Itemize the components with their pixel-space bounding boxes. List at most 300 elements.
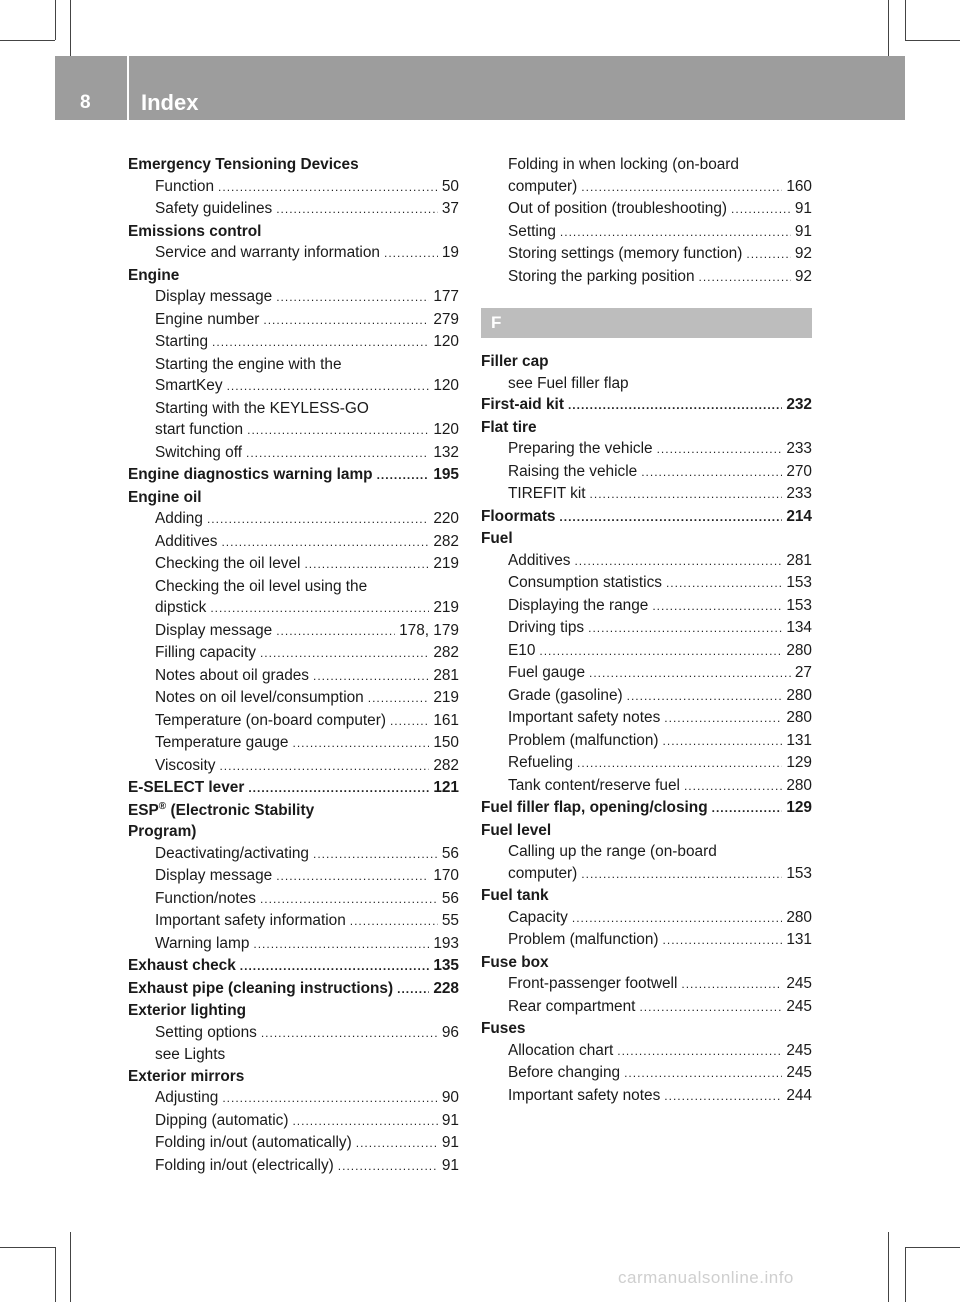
- dot-leader: [221, 532, 429, 554]
- entry-label: see Lights: [155, 1046, 226, 1063]
- entry-page-number: 19: [441, 244, 459, 261]
- entry-label: computer): [508, 864, 578, 882]
- index-entry: [481, 528, 812, 550]
- entry-page-number: 132: [433, 443, 459, 461]
- entry-label: Front-passenger footwell: [508, 975, 678, 992]
- entry-label: Checking the oil level: [155, 555, 301, 572]
- index-subentry: [128, 865, 459, 888]
- entry-label: Consumption statistics: [508, 574, 662, 591]
- dot-leader: [263, 310, 429, 332]
- dot-leader: [276, 287, 429, 309]
- index-subentry: [481, 929, 812, 952]
- index-subentry: [481, 907, 812, 930]
- index-subentry: [481, 973, 812, 996]
- entry-label: Warning lamp: [155, 934, 250, 952]
- entry-label: Exterior mirrors: [128, 1067, 245, 1085]
- entry-page-number: 270: [786, 462, 812, 480]
- entry-page-number: 37: [441, 200, 459, 217]
- entry-page-number: 56: [441, 844, 459, 862]
- index-subentry: [128, 309, 459, 332]
- entry-label: Emergency Tensioning Devices: [128, 156, 359, 173]
- dot-leader: [664, 708, 782, 730]
- entry-label: Starting with the KEYLESS-GO: [155, 399, 369, 417]
- crop-mark: [55, 0, 56, 40]
- entry-label: Driving tips: [508, 619, 585, 636]
- entry-label: Fuses: [481, 1020, 526, 1037]
- entry-label: Notes about oil grades: [155, 666, 310, 684]
- entry-label: Temperature gauge: [155, 734, 289, 751]
- entry-label: Floormats: [481, 507, 556, 525]
- entry-page-number: 219: [433, 689, 459, 706]
- entry-label: Adjusting: [155, 1089, 219, 1106]
- dot-leader: [240, 956, 430, 978]
- entry-label: dipstick: [155, 599, 207, 616]
- index-subentry: [481, 996, 812, 1019]
- entry-label: Refueling: [508, 754, 574, 771]
- dot-leader: [338, 1156, 438, 1178]
- entry-page-number: 245: [786, 975, 812, 992]
- dot-leader: [746, 244, 791, 266]
- index-subentry: [481, 243, 812, 266]
- entry-label: Flat tire: [481, 418, 537, 436]
- entry-page-number: 245: [786, 997, 812, 1015]
- entry-label: Fuel tank: [481, 887, 549, 904]
- index-subentry: [128, 331, 459, 354]
- index-subentry: [481, 662, 812, 685]
- dot-leader: [222, 1088, 438, 1110]
- entry-page-number: 233: [786, 440, 812, 457]
- index-subentry: [481, 863, 812, 886]
- index-subentry: [128, 531, 459, 554]
- entry-label: Engine: [128, 266, 180, 284]
- index-subentry: [481, 176, 812, 199]
- dot-leader: [276, 866, 429, 888]
- index-subentry: [481, 198, 812, 221]
- dot-leader: [568, 395, 782, 417]
- dot-leader: [247, 420, 429, 442]
- entry-label: Function: [155, 177, 215, 195]
- index-entry: [128, 955, 459, 978]
- dot-leader: [390, 711, 429, 733]
- index-subentry: [481, 483, 812, 506]
- entry-page-number: 121: [433, 779, 459, 796]
- dot-leader: [641, 462, 782, 484]
- entry-label: Setting: [508, 222, 556, 240]
- entry-label: Exhaust check: [128, 957, 236, 974]
- dot-leader: [589, 663, 791, 685]
- entry-page-number: 244: [786, 1086, 812, 1104]
- entry-label: Fuel: [481, 530, 513, 547]
- dot-leader: [246, 443, 429, 465]
- index-entry: [128, 777, 459, 800]
- index-subentry: [128, 933, 459, 956]
- index-subentry: [128, 1110, 459, 1133]
- dot-leader: [248, 778, 429, 800]
- index-entry: [128, 487, 459, 509]
- entry-label: Calling up the range (on-board: [508, 843, 717, 860]
- dot-leader: [212, 332, 429, 354]
- index-subentry: [128, 398, 459, 420]
- dot-leader: [699, 267, 791, 289]
- index-entry: [481, 952, 812, 974]
- dot-leader: [219, 756, 429, 778]
- entry-label: Function/notes: [155, 889, 256, 907]
- dot-leader: [681, 974, 782, 996]
- index-entry: [128, 154, 459, 176]
- dot-leader: [581, 864, 782, 886]
- entry-label: Filling capacity: [155, 644, 256, 661]
- index-subentry: [128, 576, 459, 598]
- entry-label: Problem (malfunction): [508, 931, 659, 948]
- crop-mark: [905, 1247, 906, 1302]
- dot-leader: [581, 177, 782, 199]
- index-subentry: [128, 910, 459, 933]
- dot-leader: [207, 509, 429, 531]
- index-entry: [128, 464, 459, 487]
- index-subentry: [128, 1022, 459, 1045]
- dot-leader: [712, 798, 783, 820]
- index-subentry: [481, 1085, 812, 1108]
- entry-page-number: 280: [786, 686, 812, 704]
- index-entry: [481, 506, 812, 529]
- index-column-left: [128, 154, 459, 1177]
- crop-mark: [905, 40, 960, 41]
- entry-label: Setting options: [155, 1023, 257, 1041]
- entry-page-number: 220: [433, 510, 459, 527]
- entry-page-number: 90: [441, 1089, 459, 1106]
- entry-label: Service and warranty information: [155, 244, 380, 261]
- dot-leader: [617, 1041, 782, 1063]
- dot-leader: [624, 1063, 782, 1085]
- dot-leader: [397, 979, 429, 1001]
- index-subentry: [481, 730, 812, 753]
- dot-leader: [253, 934, 429, 956]
- entry-label: Exhaust pipe (cleaning instructions): [128, 979, 394, 997]
- entry-page-number: 228: [433, 979, 459, 997]
- entry-page-number: 50: [441, 177, 459, 195]
- entry-label: First-aid kit: [481, 396, 564, 413]
- entry-label: Folding in/out (automatically): [155, 1134, 352, 1151]
- entry-label: Problem (malfunction): [508, 731, 659, 749]
- index-subentry: [481, 550, 812, 573]
- dot-leader: [384, 243, 438, 265]
- entry-page-number: 282: [433, 756, 459, 774]
- index-entry: [481, 797, 812, 820]
- dot-leader: [684, 776, 782, 798]
- entry-page-number: 91: [441, 1156, 459, 1174]
- index-subentry: [481, 707, 812, 730]
- entry-label: Switching off: [155, 443, 242, 461]
- dot-leader: [368, 688, 430, 710]
- index-entry: [128, 978, 459, 1001]
- crop-mark: [0, 1247, 55, 1248]
- entry-page-number: 280: [786, 776, 812, 794]
- entry-label: Temperature (on-board computer): [155, 711, 386, 729]
- dot-leader: [304, 554, 429, 576]
- crop-mark: [888, 0, 889, 56]
- crop-mark: [55, 1247, 56, 1302]
- index-subentry: [481, 595, 812, 618]
- index-subentry: [481, 221, 812, 244]
- dot-leader: [664, 1086, 782, 1108]
- index-subentry: [481, 640, 812, 663]
- index-subentry: [128, 553, 459, 576]
- entry-label: Fuel level: [481, 821, 552, 839]
- dot-leader: [313, 844, 438, 866]
- dot-leader: [588, 618, 782, 640]
- crop-mark: [905, 0, 906, 40]
- crop-mark: [905, 1247, 960, 1248]
- entry-page-number: 177: [433, 288, 459, 305]
- entry-page-number: 135: [433, 957, 459, 974]
- index-subentry: [481, 572, 812, 595]
- entry-label: Additives: [155, 532, 218, 550]
- crop-mark: [0, 40, 55, 41]
- entry-page-number: 56: [441, 889, 459, 907]
- entry-page-number: 279: [433, 310, 459, 328]
- dot-leader: [218, 177, 438, 199]
- entry-label: Fuel gauge: [508, 664, 586, 681]
- entry-page-number: 280: [786, 908, 812, 926]
- entry-page-number: 178, 179: [399, 621, 459, 639]
- entry-page-number: 91: [441, 1111, 459, 1129]
- entry-label: Engine number: [155, 310, 260, 328]
- index-subentry: [481, 438, 812, 461]
- index-entry: [481, 1018, 812, 1040]
- entry-page-number: 282: [433, 532, 459, 550]
- entry-label: Viscosity: [155, 756, 216, 774]
- watermark: carmanualsonline.info: [618, 1268, 794, 1287]
- index-subentry: [481, 752, 812, 775]
- entry-page-number: 131: [786, 931, 812, 948]
- entry-page-number: 129: [786, 754, 812, 771]
- entry-label: Before changing: [508, 1064, 621, 1081]
- dot-leader: [539, 641, 782, 663]
- index-subentry: [128, 1155, 459, 1178]
- entry-label: Tank content/reserve fuel: [508, 776, 680, 794]
- entry-label: Raising the vehicle: [508, 462, 638, 480]
- index-subentry: [128, 375, 459, 398]
- entry-label: start function: [155, 421, 244, 438]
- entry-page-number: 120: [433, 377, 459, 394]
- header-divider: [127, 56, 129, 120]
- dot-leader: [227, 376, 430, 398]
- index-subentry: [128, 442, 459, 465]
- index-entry: [481, 820, 812, 842]
- entry-label: Display message: [155, 621, 273, 639]
- entry-label: Dipping (automatic): [155, 1111, 289, 1129]
- entry-label: Adding: [155, 510, 203, 527]
- index-subentry: [128, 620, 459, 643]
- entry-label: Important safety notes: [508, 709, 661, 726]
- entry-page-number: 281: [433, 666, 459, 684]
- entry-page-number: 195: [433, 466, 459, 483]
- dot-leader: [356, 1133, 438, 1155]
- index-subentry: [128, 198, 459, 221]
- entry-label: Folding in/out (electrically): [155, 1156, 334, 1174]
- entry-page-number: 129: [786, 799, 812, 816]
- index-entry: [128, 1000, 459, 1022]
- entry-label: Preparing the vehicle: [508, 440, 653, 457]
- entry-label: Program): [128, 823, 197, 840]
- entry-label: TIREFIT kit: [508, 485, 586, 502]
- entry-page-number: 120: [433, 333, 459, 350]
- index-entry: [481, 394, 812, 417]
- entry-label: E-SELECT lever: [128, 779, 245, 796]
- entry-page-number: 282: [433, 644, 459, 661]
- entry-label: Starting the engine with the: [155, 355, 342, 373]
- entry-label: Checking the oil level using the: [155, 577, 368, 595]
- crop-mark: [70, 1232, 71, 1302]
- crop-mark: [70, 0, 71, 56]
- dot-leader: [276, 199, 438, 221]
- dot-leader: [260, 889, 438, 911]
- page-number: 8: [80, 92, 91, 113]
- dot-leader: [559, 507, 782, 529]
- entry-page-number: 153: [786, 574, 812, 591]
- index-subentry: [481, 775, 812, 798]
- entry-label: Storing the parking position: [508, 267, 695, 285]
- entry-label: Deactivating/activating: [155, 844, 309, 862]
- entry-label: Display message: [155, 867, 273, 884]
- entry-label: Emissions control: [128, 222, 262, 240]
- entry-page-number: 193: [433, 934, 459, 952]
- crop-mark: [888, 1232, 889, 1302]
- entry-page-number: 92: [794, 267, 812, 285]
- index-subentry: [128, 843, 459, 866]
- index-subentry: [128, 665, 459, 688]
- index-subentry: [128, 508, 459, 531]
- index-entry: [128, 800, 459, 822]
- dot-leader: [313, 666, 429, 688]
- entry-page-number: 219: [433, 555, 459, 572]
- dot-leader: [657, 439, 783, 461]
- dot-leader: [292, 1111, 437, 1133]
- entry-label: Display message: [155, 288, 273, 305]
- entry-page-number: 280: [786, 641, 812, 659]
- entry-label: Folding in when locking (on-board: [508, 156, 739, 173]
- dot-leader: [577, 753, 782, 775]
- entry-label: Engine oil: [128, 488, 202, 506]
- entry-label: Grade (gasoline): [508, 686, 623, 704]
- index-subentry: [128, 710, 459, 733]
- entry-page-number: 280: [786, 709, 812, 726]
- entry-page-number: 91: [441, 1134, 459, 1151]
- index-subentry: [128, 242, 459, 265]
- entry-page-number: 232: [786, 396, 812, 413]
- index-letter-heading: F: [481, 308, 812, 338]
- index-subentry: [481, 1062, 812, 1085]
- index-subentry: [128, 354, 459, 376]
- page-title: Index: [141, 90, 199, 115]
- entry-label: Rear compartment: [508, 997, 636, 1015]
- index-entry: [128, 221, 459, 243]
- index-subentry: [128, 419, 459, 442]
- entry-page-number: 160: [786, 177, 812, 195]
- entry-label: Capacity: [508, 908, 568, 926]
- index-entry: [481, 351, 812, 373]
- index-subentry: [481, 154, 812, 176]
- dot-leader: [574, 551, 782, 573]
- entry-page-number: 27: [794, 664, 812, 681]
- dot-leader: [663, 731, 783, 753]
- entry-label: Starting: [155, 333, 209, 350]
- entry-page-number: 214: [786, 507, 812, 525]
- index-subentry: [128, 1132, 459, 1155]
- entry-page-number: 245: [786, 1064, 812, 1081]
- index-subentry: [481, 685, 812, 708]
- index-subentry: [481, 266, 812, 289]
- entry-page-number: 170: [433, 867, 459, 884]
- entry-page-number: 161: [433, 711, 459, 729]
- entry-label: Storing settings (memory function): [508, 245, 743, 262]
- dot-leader: [639, 997, 782, 1019]
- entry-label: Fuel filler flap, opening/closing: [481, 799, 708, 816]
- dot-leader: [350, 911, 438, 933]
- index-entry: [481, 417, 812, 439]
- index-subentry: [128, 755, 459, 778]
- entry-page-number: 55: [441, 912, 459, 929]
- index-subentry: [128, 642, 459, 665]
- entry-label: Filler cap: [481, 353, 549, 370]
- entry-page-number: 245: [786, 1041, 812, 1059]
- dot-leader: [666, 573, 782, 595]
- entry-label: Safety guidelines: [155, 200, 273, 217]
- index-subentry: [128, 1044, 459, 1066]
- dot-leader: [560, 222, 791, 244]
- index-subentry: [128, 732, 459, 755]
- index-subentry: [128, 1087, 459, 1110]
- index-subentry: [128, 888, 459, 911]
- index-entry: [128, 821, 459, 843]
- entry-label: SmartKey: [155, 377, 223, 394]
- entry-label: Important safety notes: [508, 1086, 661, 1104]
- dot-leader: [261, 1023, 438, 1045]
- entry-page-number: 153: [786, 596, 812, 614]
- entry-label: Important safety information: [155, 912, 346, 929]
- dot-leader: [276, 621, 395, 643]
- entry-page-number: 134: [786, 619, 812, 636]
- dot-leader: [627, 686, 783, 708]
- entry-label: ESP® (Electronic Stability: [128, 800, 315, 819]
- index-subentry: [481, 841, 812, 863]
- entry-label: Out of position (troubleshooting): [508, 200, 728, 217]
- entry-label: E10: [508, 641, 536, 659]
- entry-page-number: 153: [786, 864, 812, 882]
- index-subentry: [481, 1040, 812, 1063]
- index-entry: [128, 1066, 459, 1088]
- entry-page-number: 131: [786, 731, 812, 749]
- entry-page-number: 219: [433, 599, 459, 616]
- entry-page-number: 91: [794, 200, 812, 217]
- entry-label: computer): [508, 177, 578, 195]
- dot-leader: [663, 930, 783, 952]
- dot-leader: [590, 484, 783, 506]
- dot-leader: [292, 733, 429, 755]
- dot-leader: [377, 465, 430, 487]
- entry-label: see Fuel filler flap: [508, 374, 629, 392]
- index-subentry: [128, 687, 459, 710]
- entry-page-number: 150: [433, 734, 459, 751]
- entry-label: Notes on oil level/consumption: [155, 689, 364, 706]
- index-subentry: [128, 597, 459, 620]
- index-subentry: [481, 617, 812, 640]
- entry-label: Fuse box: [481, 953, 549, 971]
- entry-label: Exterior lighting: [128, 1002, 246, 1019]
- index-subentry: [481, 461, 812, 484]
- index-subentry: [481, 373, 812, 395]
- dot-leader: [260, 643, 429, 665]
